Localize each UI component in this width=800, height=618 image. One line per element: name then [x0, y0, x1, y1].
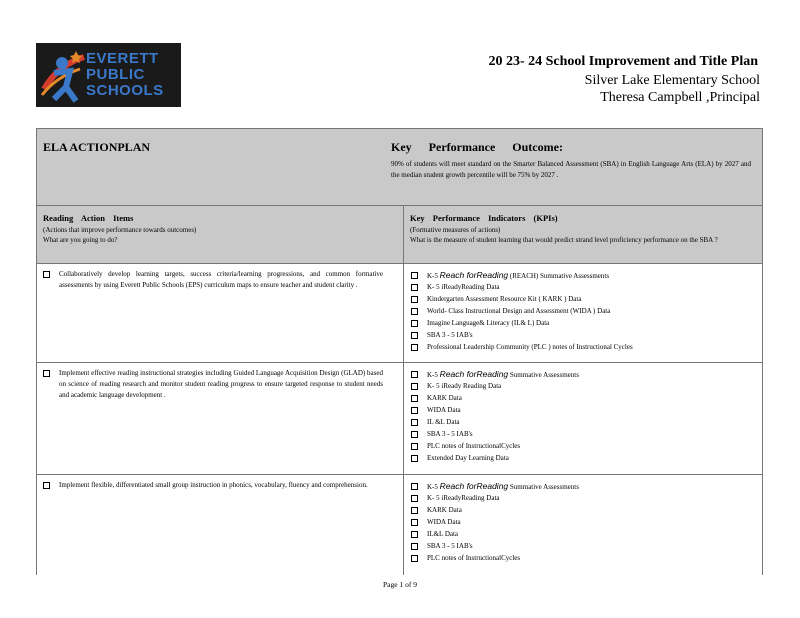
principal-name: Theresa Campbell ,Principal: [600, 90, 760, 105]
left-column-sub2: What are you going to do?: [43, 236, 118, 244]
kpi-list: [409, 368, 754, 464]
kpi-item: PLC notes of InstructionalCycles: [409, 440, 754, 452]
district-logo: [36, 43, 181, 107]
checkbox-icon: [411, 443, 418, 450]
logo-line-3: SCHOOLS: [86, 82, 164, 99]
kpi-item: SBA 3 - 5 IAB's: [409, 329, 754, 341]
right-column-title: Key Performance Indicators (KPIs): [410, 213, 558, 223]
kpo-text: 90% of students will meet standard on the Smarter Balanced Assessment (SBA) in English Language Arts (ELA) by 2027 and the median student growth percentile will be 75% by 2027 .: [391, 160, 751, 179]
checkbox-icon: [43, 370, 50, 377]
page-number: Page 1 of 9: [383, 580, 417, 589]
kpi-list: [409, 480, 754, 564]
kpi-item: KARK Data: [409, 392, 754, 404]
checkbox-icon: [411, 531, 418, 538]
kpi-item: WIDA Data: [409, 404, 754, 416]
column-header-band: [37, 205, 762, 264]
plan-title: 20 23- 24 School Improvement and Title Plan: [488, 54, 758, 69]
checkbox-icon: [411, 407, 418, 414]
logo-line-1: EVERETT: [86, 50, 159, 67]
checkbox-icon: [411, 455, 418, 462]
kpi-item: Professional Leadership Community (PLC ) notes of Instructional Cycles: [409, 341, 754, 353]
kpi-item: IL&L Data: [409, 528, 754, 540]
kpi-item: K- 5 iReady Reading Data: [409, 380, 754, 392]
kpi-item: K-5 Reach forReading (REACH) Summative Assessments: [409, 269, 754, 281]
checkbox-icon: [43, 482, 50, 489]
kpi-item: K- 5 iReadyReading Data: [409, 281, 754, 293]
action-text: Implement flexible, differentiated small group instruction in phonics, vocabulary, fluency and comprehension.: [59, 481, 368, 489]
kpi-item: Kindergarten Assessment Resource Kit ( KARK ) Data: [409, 293, 754, 305]
section-header-band: [37, 128, 762, 205]
runner-icon: [36, 43, 92, 107]
checkbox-icon: [411, 431, 418, 438]
checkbox-icon: [411, 371, 418, 378]
row-divider: [37, 263, 762, 264]
checkbox-icon: [411, 483, 418, 490]
column-divider: [403, 205, 404, 575]
action-item: [43, 269, 383, 291]
checkbox-icon: [411, 296, 418, 303]
left-column-title: Reading Action Items: [43, 213, 134, 223]
checkbox-icon: [411, 308, 418, 315]
kpi-item: World- Class Instructional Design and Assessment (WIDA ) Data: [409, 305, 754, 317]
checkbox-icon: [43, 271, 50, 278]
checkbox-icon: [411, 495, 418, 502]
kpi-list: [409, 269, 754, 353]
checkbox-icon: [411, 320, 418, 327]
checkbox-icon: [411, 395, 418, 402]
section-title: ELA ACTIONPLAN: [43, 140, 151, 154]
checkbox-icon: [411, 519, 418, 526]
right-column-sub2: What is the measure of student learning that would predict strand level proficiency performance on the SBA ?: [410, 236, 718, 244]
checkbox-icon: [411, 507, 418, 514]
kpi-item: SBA 3 - 5 IAB's: [409, 428, 754, 440]
checkbox-icon: [411, 383, 418, 390]
checkbox-icon: [411, 555, 418, 562]
action-text: Collaboratively develop learning targets, success criteria/learning progressions, and common formative assessments by using Everett Public Schools (EPS) curriculum maps to ensure teacher and student clarity .: [59, 270, 383, 289]
checkbox-icon: [411, 272, 418, 279]
school-name: Silver Lake Elementary School: [584, 73, 760, 88]
kpi-item: IL &L Data: [409, 416, 754, 428]
right-column-sub1: (Formative measures of actions): [410, 226, 501, 234]
action-item: [43, 368, 383, 401]
checkbox-icon: [411, 332, 418, 339]
logo-line-2: PUBLIC: [86, 66, 145, 83]
kpi-item: K-5 Reach forReading Summative Assessments: [409, 480, 754, 492]
kpo-title: Key Performance Outcome:: [391, 140, 563, 154]
action-item: [43, 480, 383, 491]
checkbox-icon: [411, 344, 418, 351]
kpi-item: WIDA Data: [409, 516, 754, 528]
action-plan-table: [36, 128, 763, 575]
action-text: Implement effective reading instructional strategies including Guided Language Acquisition Design (GLAD) based on science of reading research and monitor student reading progress to ensure targeted response to student needs and academic language development .: [59, 369, 383, 399]
kpi-item: KARK Data: [409, 504, 754, 516]
row-divider: [37, 474, 762, 475]
kpi-item: K- 5 iReadyReading Data: [409, 492, 754, 504]
kpi-item: SBA 3 - 5 IAB's: [409, 540, 754, 552]
kpi-item: K-5 Reach forReading Summative Assessments: [409, 368, 754, 380]
checkbox-icon: [411, 284, 418, 291]
left-column-sub1: (Actions that improve performance towards outcomes): [43, 226, 197, 234]
kpi-item: PLC notes of InstructionalCycles: [409, 552, 754, 564]
kpi-item: Imagine Language& Literacy (IL& L) Data: [409, 317, 754, 329]
kpi-item: Extended Day Learning Data: [409, 452, 754, 464]
checkbox-icon: [411, 543, 418, 550]
row-divider: [37, 362, 762, 363]
checkbox-icon: [411, 419, 418, 426]
